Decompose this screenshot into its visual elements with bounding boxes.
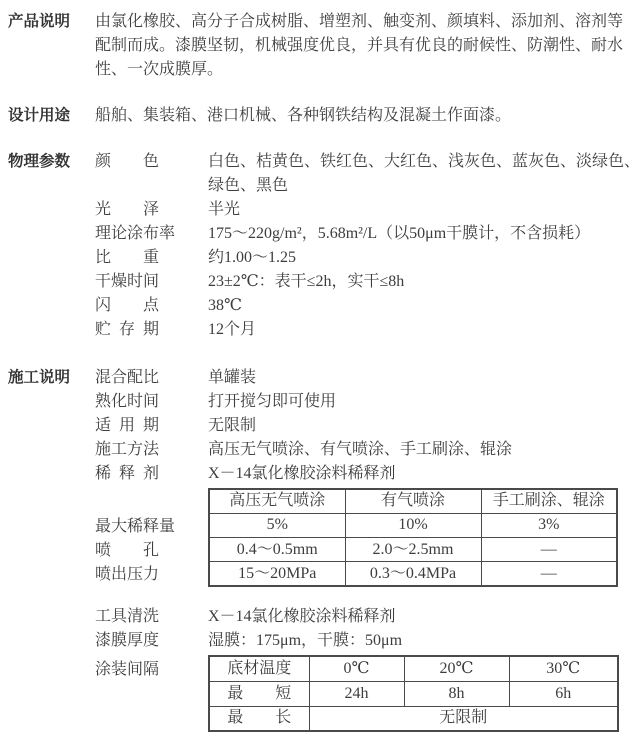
- param-label: 施工方法: [95, 441, 160, 458]
- param-value: 无限制: [208, 417, 257, 434]
- section-title-application: 施工说明: [8, 369, 71, 386]
- param-row-shelf-life: [95, 318, 640, 342]
- param-row-color: [95, 150, 640, 198]
- product-description-text: 由氯化橡胶、高分子合成树脂、增塑剂、触变剂、颜填料、添加剂、溶剂等配制而成。漆膜坚韧，机械强度优良，并具有优良的耐候性、防潮性、耐水性、一次成膜厚。: [95, 13, 624, 78]
- param-row-gloss: [95, 198, 640, 222]
- param-label: 稀 释 剂: [95, 465, 160, 482]
- table-cell: 5%: [209, 513, 345, 537]
- section-title-product: 产品说明: [8, 13, 71, 30]
- param-value: 约1.00～1.25: [208, 249, 297, 266]
- dilution-table: [208, 488, 618, 587]
- coating-interval-block: [95, 655, 640, 732]
- section-physical-params: [8, 150, 640, 342]
- table-row-maximum: [209, 706, 618, 731]
- param-label: 工具清洗: [95, 608, 160, 625]
- table-row-substrate-temp: [209, 656, 618, 681]
- param-row-drying-time: [95, 270, 640, 294]
- param-row-application-method: [95, 438, 640, 462]
- param-row-tool-cleaning: [95, 605, 640, 629]
- param-label: 颜 色: [95, 153, 160, 170]
- table-cell: 底材温度: [209, 656, 309, 681]
- param-row-mix-ratio: [95, 366, 640, 390]
- table-row-header: [209, 489, 617, 513]
- param-value: 23±2℃：表干≤2h，实干≤8h: [208, 273, 405, 290]
- section-application-instructions: [8, 366, 640, 732]
- param-value: 白色、桔黄色、铁红色、大红色、浅灰色、蓝灰色、淡绿色、绿色、黑色: [208, 153, 640, 194]
- param-row-flash-point: [95, 294, 640, 318]
- physical-params-body: [95, 150, 640, 342]
- table-cell: 0℃: [309, 656, 404, 681]
- param-label-pressure: 喷出压力: [95, 566, 160, 583]
- dilution-table-block: [95, 488, 640, 587]
- param-value: 175～220g/m²，5.68m²/L（以50μm干膜计，不含损耗）: [208, 225, 591, 242]
- param-row-specific-gravity: [95, 246, 640, 270]
- param-value: 打开搅匀即可使用: [208, 393, 337, 410]
- table-row-minimum: [209, 681, 618, 706]
- design-usage-body: [95, 104, 640, 128]
- table-cell: 8h: [404, 681, 509, 706]
- param-label-nozzle: 喷 孔: [95, 542, 160, 559]
- param-label: 贮 存 期: [95, 321, 160, 338]
- param-row-pot-life: [95, 414, 640, 438]
- section-design-usage: [8, 104, 640, 128]
- param-row-film-thickness: [95, 629, 640, 653]
- param-row-induction-time: [95, 390, 640, 414]
- param-label: 干燥时间: [95, 273, 160, 290]
- table-cell: 20℃: [404, 656, 509, 681]
- param-label-coating-interval: 涂装间隔: [95, 661, 160, 678]
- param-label: 混合配比: [95, 369, 160, 386]
- section-title-usage: 设计用途: [8, 107, 71, 124]
- param-label: 闪 点: [95, 297, 160, 314]
- table-cell: —: [481, 562, 617, 586]
- param-value: 12个月: [208, 321, 257, 338]
- table-cell: 10%: [345, 513, 481, 537]
- table-cell: 0.4～0.5mm: [209, 538, 345, 562]
- table-cell: 15～20MPa: [209, 562, 345, 586]
- table-cell: 24h: [309, 681, 404, 706]
- table-cell: 最 短: [209, 681, 309, 706]
- section-title-physical: 物理参数: [8, 153, 71, 170]
- param-label: 熟化时间: [95, 393, 160, 410]
- param-label: 光 泽: [95, 201, 160, 218]
- table-cell: 3%: [481, 513, 617, 537]
- table-cell: —: [481, 538, 617, 562]
- param-value: 湿膜：175μm，干膜：50μm: [208, 632, 403, 649]
- param-label: 适 用 期: [95, 417, 160, 434]
- table-cell: 2.0～2.5mm: [345, 538, 481, 562]
- param-value: 38℃: [208, 297, 242, 314]
- section-product-description: [8, 10, 640, 82]
- param-value: 单罐装: [208, 369, 257, 386]
- table-cell: 无限制: [309, 706, 618, 731]
- param-row-thinner: [95, 462, 640, 486]
- design-usage-text: 船舶、集装箱、港口机械、各种钢铁结构及混凝土作面漆。: [95, 107, 512, 124]
- application-body: [95, 366, 640, 732]
- param-label: 理论涂布率: [95, 225, 176, 242]
- table-cell: 高压无气喷涂: [209, 489, 345, 513]
- param-label: 比 重: [95, 249, 160, 266]
- param-row-coverage: [95, 222, 640, 246]
- param-value: X－14氯化橡胶涂料稀释剂: [208, 608, 396, 625]
- dilution-row-labels: [95, 488, 208, 587]
- table-cell: 0.3～0.4MPa: [345, 562, 481, 586]
- table-row-pressure: [209, 562, 617, 586]
- table-cell: 手工刷涂、辊涂: [481, 489, 617, 513]
- param-label-max-dilution: 最大稀释量: [95, 518, 176, 535]
- table-cell: 最 长: [209, 706, 309, 731]
- table-cell: 6h: [509, 681, 618, 706]
- table-cell: 30℃: [509, 656, 618, 681]
- coating-interval-table: [208, 655, 619, 732]
- table-cell: 有气喷涂: [345, 489, 481, 513]
- table-row-max-dilution: [209, 513, 617, 537]
- param-value: X－14氯化橡胶涂料稀释剂: [208, 465, 396, 482]
- param-label: 漆膜厚度: [95, 632, 160, 649]
- param-value: 半光: [208, 201, 241, 218]
- param-value: 高压无气喷涂、有气喷涂、手工刷涂、辊涂: [208, 441, 513, 458]
- product-description-body: [95, 10, 640, 82]
- table-row-nozzle: [209, 538, 617, 562]
